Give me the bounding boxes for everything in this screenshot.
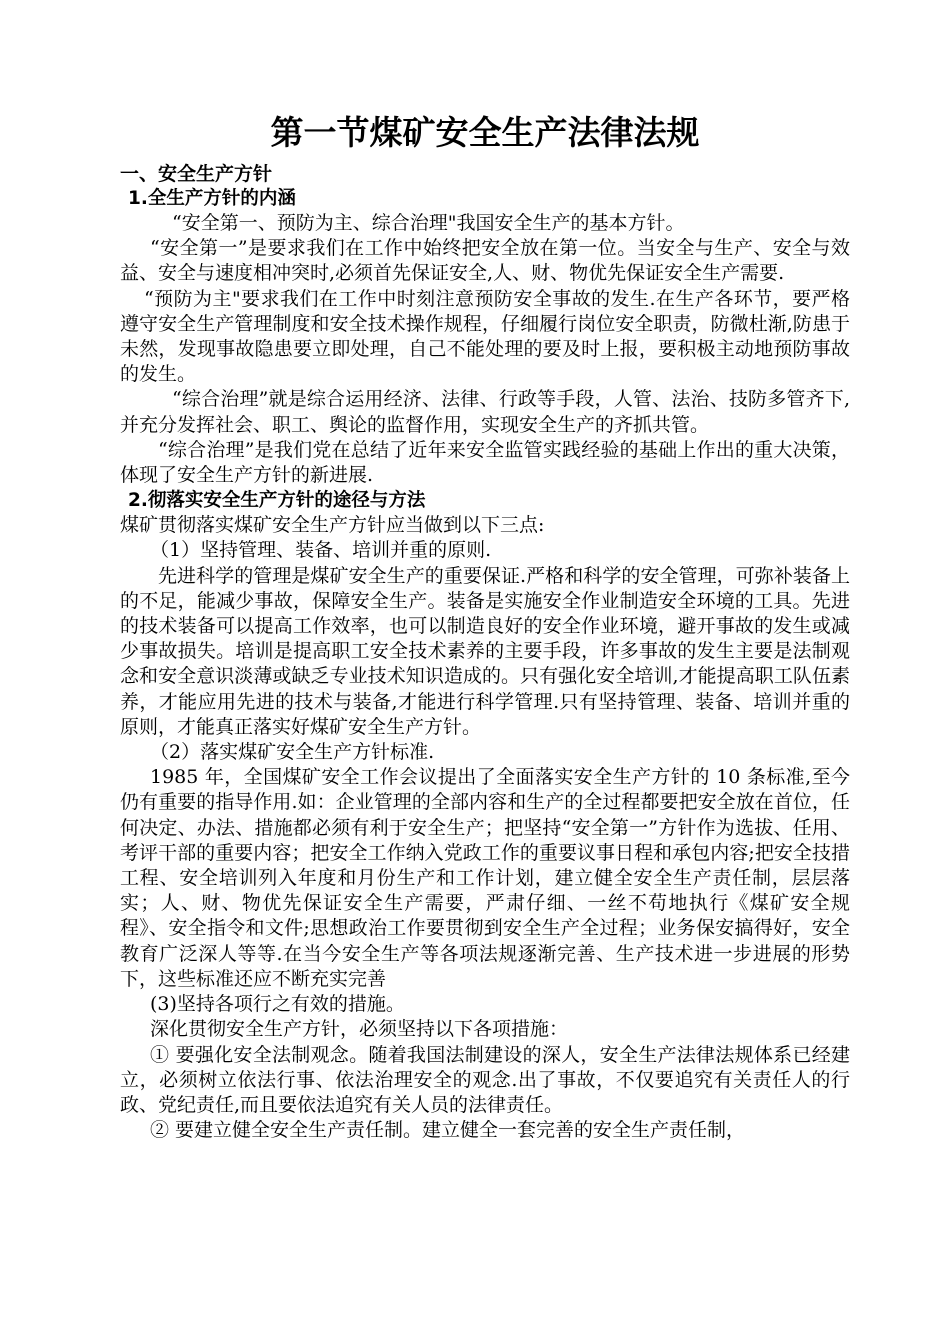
- paragraph: ① 要强化安全法制观念。随着我国法制建设的深人，安全生产法律法规体系已经建立，必须树立依法行事、依法治理安全的观念.出了事故，不仅要追究有关责任人的行政、党纪责任,而且要依法追究有关人员的法律责任。: [120, 1043, 850, 1116]
- paragraph: ② 要建立健全安全生产责任制。建立健全一套完善的安全生产责任制，: [150, 1119, 746, 1142]
- document-page: [120, 110, 850, 1143]
- paragraph: 煤矿贯彻落实煤矿安全生产方针应当做到以下三点:: [120, 514, 545, 537]
- paragraph: （2）落实煤矿安全生产方针标准.: [150, 741, 435, 764]
- paragraph: “综合治理”就是综合运用经济、法律、行政等手段，人管、法治、技防多管齐下,并充分发挥社会、职工、舆论的监督作用，实现安全生产的齐抓共管。: [120, 388, 850, 436]
- subsection-heading: 1.全生产方针的内涵: [128, 188, 296, 209]
- section-heading: 一、安全生产方针: [120, 163, 273, 185]
- paragraph: (3)坚持各项行之有效的措施。: [150, 993, 405, 1016]
- paragraph: 深化贯彻安全生产方针，必须坚持以下各项措施：: [150, 1018, 569, 1041]
- paragraph: “预防为主"要求我们在工作中时刻注意预防安全事故的发生.在生产各环节，要严格遵守安全生产管理制度和安全技术操作规程，仔细履行岗位安全职责，防微杜渐,防患于未然，发现事故隐患要立即处理，自己不能处理的要及时上报，要积极主动地预防事故的发生。: [120, 287, 850, 386]
- paragraph: “安全第一、预防为主、综合治理"我国安全生产的基本方针。: [172, 212, 685, 234]
- paragraph: “综合治理”是我们党在总结了近年来安全监管实践经验的基础上作出的重大决策，体现了安全生产方针的新进展.: [120, 438, 850, 487]
- paragraph: 1985 年，全国煤矿安全工作会议提出了全面落实安全生产方针的 10 条标准,至今仍有重要的指导作用.如：企业管理的全部内容和生产的全过程都要把安全放在首位，任何决定、办法、措施都必须有利于安全生产；把坚持“安全第一”方针作为选拔、任用、考评干部的重要内容；把安全工作纳入党政工作的重要议事日程和承包内容;把安全技措工程、安全培训列入年度和月份生产和工作计划，建立健全安全生产责任制，层层落实；人、财、物优先保证安全生产需要，严肃仔细、一丝不苟地执行《煤矿安全规程》、安全指令和文件;思想政治工作要贯彻到安全生产全过程；业务保安搞得好，安全教育广泛深人等等.在当今安全生产等各项法规逐渐完善、生产技术进一步进展的形势下，这些标准还应不断充实完善: [120, 766, 850, 990]
- subsection-heading: 2.彻落实安全生产方针的途径与方法: [128, 490, 426, 512]
- page-title: 第一节煤矿安全生产法律法规: [270, 113, 700, 152]
- paragraph: 先进科学的管理是煤矿安全生产的重要保证.严格和科学的安全管理，可弥补装备上的不足，能减少事故，保障安全生产。装备是实施安全作业制造安全环境的工具。先进的技术装备可以提高工作效率，也可以制造良好的安全作业环境，避开事故的发生或减少事故损失。培训是提高职工安全技术素养的主要手段，许多事故的发生主要是法制观念和安全意识淡薄或缺乏专业技术知识造成的。只有强化安全培训,才能提高职工队伍素养，才能应用先进的技术与装备,才能进行科学管理.只有坚持管理、装备、培训并重的原则，才能真正落实好煤矿安全生产方针。: [120, 564, 850, 738]
- paragraph: “安全第一”是要求我们在工作中始终把安全放在第一位。当安全与生产、安全与效益、安全与速度相冲突时,必须首先保证安全,人、财、物优先保证安全生产需要.: [120, 237, 850, 285]
- paragraph: （1）坚持管理、装备、培训并重的原则.: [150, 539, 492, 562]
